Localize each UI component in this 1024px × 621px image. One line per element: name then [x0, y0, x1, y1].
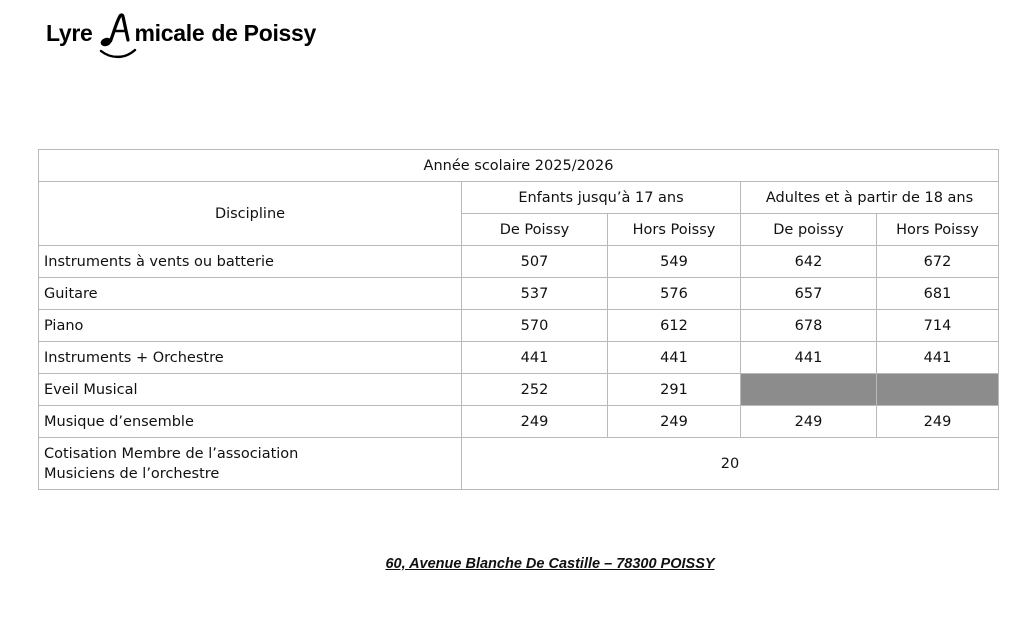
cotisation-value: 20: [462, 438, 999, 490]
price-cell: 657: [741, 278, 877, 310]
price-cell: 252: [462, 374, 608, 406]
cotisation-label: [39, 438, 462, 490]
table-title-row: [39, 150, 999, 182]
price-cell: 576: [608, 278, 741, 310]
price-cell: 441: [877, 342, 999, 374]
table-row: [39, 342, 999, 374]
price-cell: 441: [741, 342, 877, 374]
price-cell: 678: [741, 310, 877, 342]
price-cell: 714: [877, 310, 999, 342]
unavailable-cell: [741, 374, 877, 406]
table-row: [39, 310, 999, 342]
price-cell: 507: [462, 246, 608, 278]
unavailable-cell: [877, 374, 999, 406]
price-cell: 441: [608, 342, 741, 374]
price-cell: 681: [877, 278, 999, 310]
logo-text-de-poissy: de Poissy: [211, 20, 317, 46]
price-cell: 249: [877, 406, 999, 438]
price-cell: 249: [741, 406, 877, 438]
children-group-header: Enfants jusqu’à 17 ans: [462, 182, 741, 214]
adults-group-header: Adultes et à partir de 18 ans: [741, 182, 999, 214]
logo-text-micale: micale: [134, 20, 205, 46]
music-note-a-icon: [97, 12, 137, 60]
cotisation-label-line2: Musiciens de l’orchestre: [44, 465, 220, 482]
price-cell: 249: [608, 406, 741, 438]
logo: [46, 12, 316, 60]
footer-address: 60, Avenue Blanche De Castille – 78300 POISSY: [385, 556, 715, 572]
price-cell: 441: [462, 342, 608, 374]
price-cell: 570: [462, 310, 608, 342]
table-row: [39, 374, 999, 406]
price-cell: 672: [877, 246, 999, 278]
row-label: Instruments + Orchestre: [39, 342, 462, 374]
price-cell: 249: [462, 406, 608, 438]
price-cell: 549: [608, 246, 741, 278]
adults-outside-header: Hors Poissy: [877, 214, 999, 246]
table-row: [39, 246, 999, 278]
row-label: Guitare: [39, 278, 462, 310]
children-local-header: De Poissy: [462, 214, 608, 246]
logo-text-lyre: Lyre: [46, 20, 93, 46]
price-cell: 612: [608, 310, 741, 342]
group-header-row: [39, 182, 999, 214]
row-label: Piano: [39, 310, 462, 342]
cotisation-row: [39, 438, 999, 490]
table-row: [39, 278, 999, 310]
discipline-header: Discipline: [39, 182, 462, 246]
school-year-title: Année scolaire 2025/2026: [39, 150, 999, 182]
price-cell: 291: [608, 374, 741, 406]
row-label: Musique d’ensemble: [39, 406, 462, 438]
adults-local-header: De poissy: [741, 214, 877, 246]
table-row: [39, 406, 999, 438]
price-cell: 642: [741, 246, 877, 278]
tarifs-table: [38, 149, 999, 490]
row-label: Eveil Musical: [39, 374, 462, 406]
row-label: Instruments à vents ou batterie: [39, 246, 462, 278]
children-outside-header: Hors Poissy: [608, 214, 741, 246]
price-cell: 537: [462, 278, 608, 310]
cotisation-label-line1: Cotisation Membre de l’association: [44, 445, 299, 462]
